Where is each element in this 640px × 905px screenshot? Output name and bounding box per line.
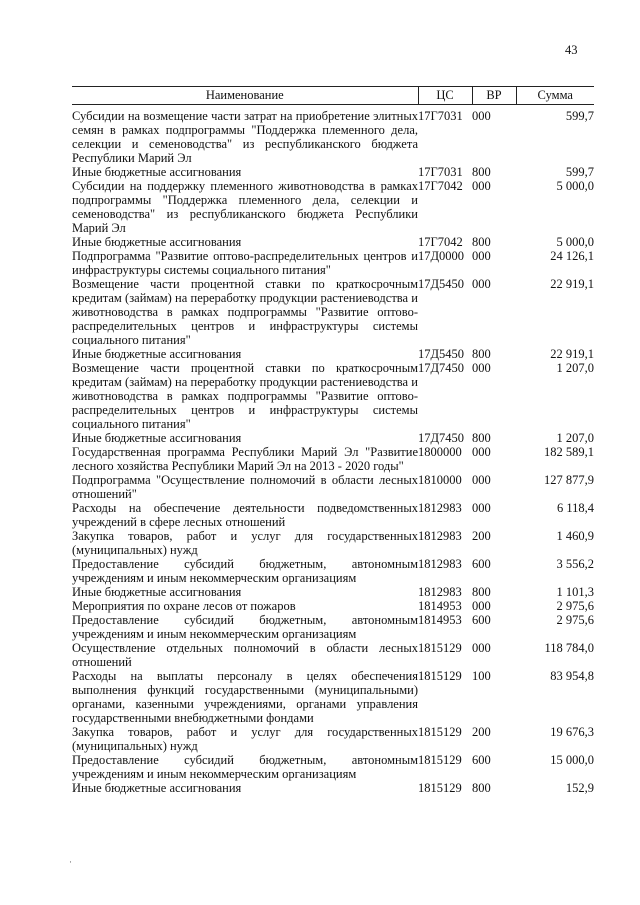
row-cs: 17Г7031 [418, 165, 463, 179]
table-row [72, 473, 594, 501]
row-vr: 600 [472, 557, 491, 571]
table-row [72, 613, 594, 641]
row-sum: 599,7 [565, 109, 594, 123]
row-name: Субсидии на возмещение части затрат на приобретение элитных семян в рамках подпрограммы "Поддержка племенного дела, селекции и семеноводства" из республиканского бюджета Республики Марий Эл [72, 109, 418, 165]
row-cs: 1814953 [418, 613, 462, 627]
row-name: Расходы на выплаты персоналу в целях обеспечения выполнения функций государственными (муниципальными) органами, казенными учреждениями, органами управления государственными внебюджетными фондами [72, 669, 418, 725]
row-name: Предоставление субсидий бюджетным, автономным учреждениям и иным некоммерческим организациям [72, 613, 418, 641]
row-cs: 1815129 [418, 641, 462, 655]
row-sum: 3 556,2 [556, 557, 594, 571]
row-name: Подпрограмма "Развитие оптово-распределительных центров и инфраструктуры системы социального питания" [72, 249, 418, 277]
row-vr: 000 [472, 179, 491, 193]
row-sum: 1 207,0 [556, 431, 594, 445]
row-cs: 17Д5450 [418, 277, 465, 291]
table-row [72, 669, 594, 725]
row-vr: 600 [472, 753, 491, 767]
row-cs: 17Д7450 [418, 361, 465, 375]
row-sum: 83 954,8 [550, 669, 594, 683]
row-cs: 17Г7031 [418, 109, 463, 123]
row-name: Иные бюджетные ассигнования [72, 235, 242, 249]
table-row [72, 585, 594, 599]
row-cs: 1815129 [418, 669, 462, 683]
row-name: Иные бюджетные ассигнования [72, 431, 242, 445]
table-row [72, 235, 594, 249]
row-name: Государственная программа Республики Марий Эл "Развитие лесного хозяйства Республики Марий Эл на 2013 - 2020 годы" [72, 445, 418, 473]
row-vr: 000 [472, 445, 491, 459]
table-row [72, 725, 594, 753]
row-name: Возмещение части процентной ставки по краткосрочным кредитам (займам) на переработку продукции растениеводства и животноводства в рамках подпрограммы "Развитие оптово-распределительных центров и инфраструктуры системы социального питания" [72, 277, 418, 347]
row-cs: 1810000 [418, 473, 462, 487]
row-vr: 000 [472, 641, 491, 655]
row-name: Субсидии на поддержку племенного животноводства в рамках подпрограммы "Поддержка племенного дела, селекции и семеноводства" из республиканского бюджета Республики Марий Эл [72, 179, 418, 235]
row-vr: 000 [472, 599, 491, 613]
table-row [72, 277, 594, 347]
row-name: Подпрограмма "Осуществление полномочий в области лесных отношений" [72, 473, 418, 501]
row-cs: 1812983 [418, 557, 462, 571]
table-row [72, 641, 594, 669]
row-cs: 17Д0000 [418, 249, 465, 263]
row-cs: 1814953 [418, 599, 462, 613]
table-row [72, 753, 594, 781]
row-cs: 1815129 [418, 725, 462, 739]
row-sum: 152,9 [565, 781, 594, 795]
row-sum: 2 975,6 [556, 613, 594, 627]
row-vr: 100 [472, 669, 491, 683]
row-sum: 22 919,1 [550, 277, 594, 291]
table-row [72, 249, 594, 277]
row-sum: 6 118,4 [556, 501, 594, 515]
row-vr: 200 [472, 529, 491, 543]
table-row [72, 445, 594, 473]
row-name: Иные бюджетные ассигнования [72, 347, 242, 361]
row-vr: 800 [472, 431, 491, 445]
scan-speck: · [69, 857, 72, 867]
row-name: Осуществление отдельных полномочий в области лесных отношений [72, 641, 418, 669]
row-name: Мероприятия по охране лесов от пожаров [72, 599, 296, 613]
row-vr: 200 [472, 725, 491, 739]
row-name: Закупка товаров, работ и услуг для государственных (муниципальных) нужд [72, 529, 418, 557]
row-vr: 800 [472, 235, 491, 249]
row-name: Возмещение части процентной ставки по краткосрочным кредитам (займам) на переработку продукции растениеводства и животноводства в рамках подпрограммы "Развитие оптово-распределительных центров и инфраструктуры системы социального питания" [72, 361, 418, 431]
page-number: 43 [565, 43, 578, 57]
row-vr: 800 [472, 781, 491, 795]
row-cs: 17Д5450 [418, 347, 465, 361]
row-vr: 000 [472, 501, 491, 515]
table-row [72, 501, 594, 529]
row-cs: 1815129 [418, 753, 462, 767]
header-name: Наименование [72, 87, 418, 105]
row-cs: 17Д7450 [418, 431, 465, 445]
table-row [72, 361, 594, 431]
budget-table [72, 86, 594, 795]
table-row [72, 557, 594, 585]
header-vr: ВР [472, 87, 516, 105]
row-name: Предоставление субсидий бюджетным, автономным учреждениям и иным некоммерческим организациям [72, 753, 418, 781]
row-sum: 5 000,0 [556, 235, 594, 249]
row-sum: 1 207,0 [556, 361, 594, 375]
row-cs: 1812983 [418, 501, 462, 515]
table-row [72, 179, 594, 235]
row-sum: 19 676,3 [550, 725, 594, 739]
row-sum: 1 460,9 [556, 529, 594, 543]
row-sum: 599,7 [565, 165, 594, 179]
row-vr: 000 [472, 277, 491, 291]
row-cs: 1815129 [418, 781, 462, 795]
row-cs: 1812983 [418, 529, 462, 543]
row-name: Расходы на обеспечение деятельности подведомственных учреждений в сфере лесных отношений [72, 501, 418, 529]
header-cs: ЦС [418, 87, 472, 105]
table-row [72, 431, 594, 445]
row-vr: 000 [472, 361, 491, 375]
table-row [72, 781, 594, 795]
row-cs: 1800000 [418, 445, 462, 459]
row-name: Иные бюджетные ассигнования [72, 781, 242, 795]
row-name: Иные бюджетные ассигнования [72, 585, 242, 599]
table-body [72, 105, 594, 796]
row-sum: 118 784,0 [544, 641, 594, 655]
row-cs: 1812983 [418, 585, 462, 599]
header-sum: Сумма [516, 87, 594, 105]
row-sum: 22 919,1 [550, 347, 594, 361]
table-row [72, 599, 594, 613]
row-name: Иные бюджетные ассигнования [72, 165, 242, 179]
row-sum: 182 589,1 [544, 445, 594, 459]
table-row [72, 105, 594, 166]
row-sum: 2 975,6 [556, 599, 594, 613]
table-row [72, 347, 594, 361]
row-sum: 1 101,3 [556, 585, 594, 599]
row-vr: 600 [472, 613, 491, 627]
row-vr: 800 [472, 347, 491, 361]
row-sum: 15 000,0 [550, 753, 594, 767]
table-header-row [72, 87, 594, 105]
row-vr: 000 [472, 109, 491, 123]
row-name: Предоставление субсидий бюджетным, автономным учреждениям и иным некоммерческим организациям [72, 557, 418, 585]
row-cs: 17Г7042 [418, 235, 463, 249]
row-cs: 17Г7042 [418, 179, 463, 193]
row-vr: 000 [472, 473, 491, 487]
table-row [72, 165, 594, 179]
row-sum: 127 877,9 [544, 473, 594, 487]
row-sum: 5 000,0 [556, 179, 594, 193]
table-row [72, 529, 594, 557]
row-vr: 000 [472, 249, 491, 263]
row-name: Закупка товаров, работ и услуг для государственных (муниципальных) нужд [72, 725, 418, 753]
row-vr: 800 [472, 165, 491, 179]
row-sum: 24 126,1 [550, 249, 594, 263]
row-vr: 800 [472, 585, 491, 599]
